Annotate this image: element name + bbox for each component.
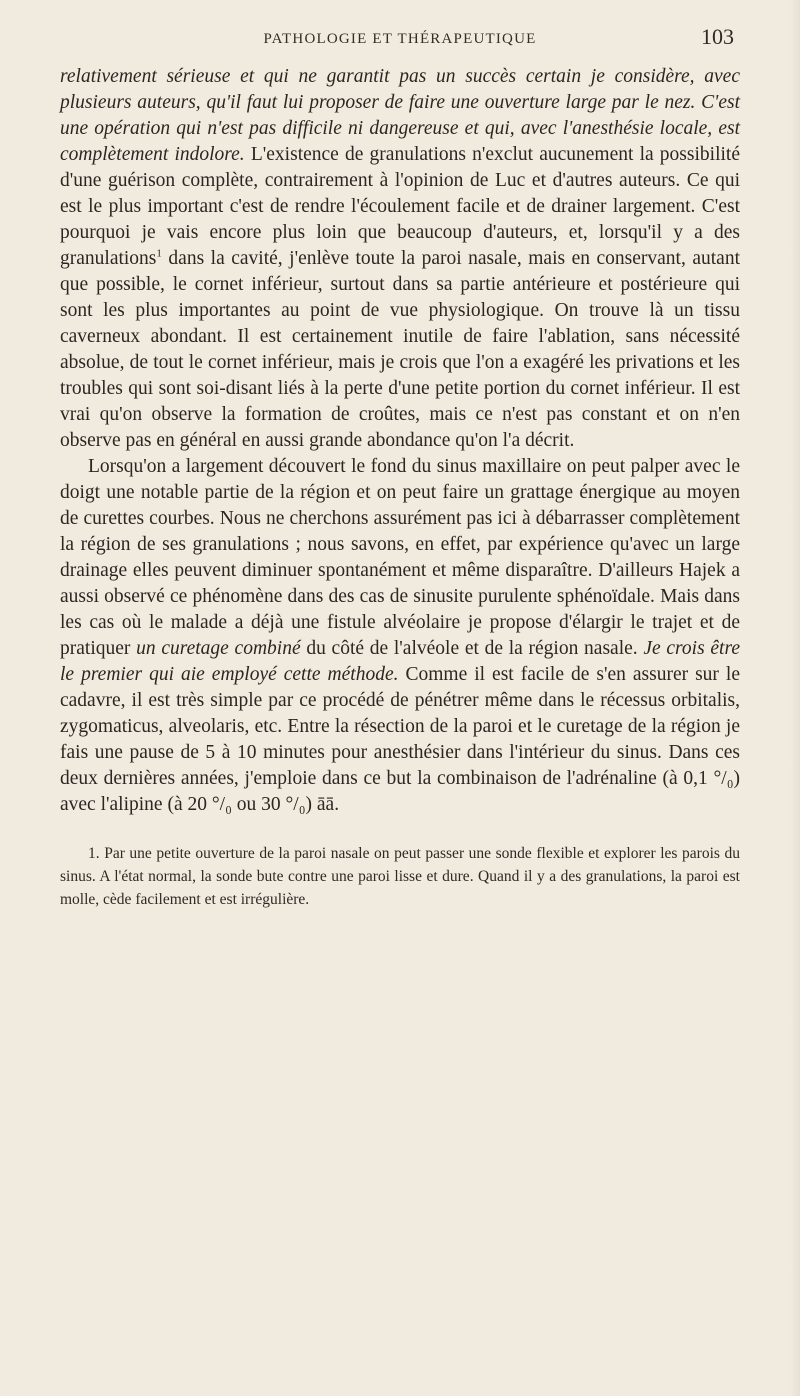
page-edge-shadow: [790, 0, 800, 1396]
italic-curetage: un curetage combiné: [136, 638, 301, 659]
book-page: [60, 18, 740, 911]
paragraph2-text-b: du côté de l'alvéole et de la région nasale.: [300, 638, 644, 659]
paragraph1-text-a: L'existence de granulations n'exclut aucunement la possibilité d'une guérison complète, contrairement à l'opinion de Luc et d'autres auteurs. Ce qui est le plus important c'est de rendre l'écoulement facile et de drainer largement. C'est pourquoi je vais encore plus loin que beaucoup d'auteurs, et, lorsqu'il y a des granulations: [60, 144, 740, 269]
footnote: [60, 842, 740, 911]
italic-intro: relativement sérieuse et qui ne garantit pas un succès certain je considère, avec plusieurs auteurs, qu'il faut lui proposer de faire une ouverture large par le nez. C'est une opération qui n'est pas difficile ni dangereuse et qui, avec l'anesthésie locale, est complètement indolore.: [60, 66, 740, 165]
paragraph2-text-a: Lorsqu'on a largement découvert le fond du sinus maxillaire on peut palper avec le doigt une notable partie de la région et on peut faire un grattage énergique au moyen de curettes courbes. Nous ne cherchons assurément pas ici à débarrasser complètement la région de ses granulations ; nous savons, en effet, par expérience qu'avec un large drainage elles peuvent diminuer spontanément et même disparaître. D'ailleurs Hajek a aussi observé ce phénomène dans des cas de sinusite purulente sphénoïdale. Mais dans les cas où le malade a déjà une fistule alvéolaire je propose d'élargir le trajet et de pratiquer: [60, 456, 740, 659]
page-number: 103: [701, 24, 734, 49]
footnote-text: 1. Par une petite ouverture de la paroi nasale on peut passer une sonde flexible et explorer les parois du sinus. A l'état normal, la sonde bute contre une paroi lisse et dure. Quand il y a des granulations, la paroi est molle, cède facilement et est irrégulière.: [60, 845, 740, 908]
italic-claim: Je crois être le premier qui aie employé cette méthode.: [60, 638, 740, 685]
paragraph2-text-c: Comme il est facile de s'en assurer sur le cadavre, il est très simple par ce procédé de pénétrer même dans le récessus orbitalis, zygomaticus, alveolaris, etc. Entre la résection de la paroi et le curetage de la région je fais une pause de 5 à 10 minutes pour anesthésier dans l'intérieur du sinus. Dans ces deux dernières années, j'emploie dans ce but la combinaison de l'adrénaline (à 0,1 °/₀) avec l'alipine (à 20 °/₀ ou 30 °/₀) āā.: [60, 664, 740, 815]
page-header: [60, 18, 740, 54]
main-text: [60, 64, 740, 818]
footnote-reference: 1: [156, 247, 162, 260]
paragraph-continuation: [60, 64, 740, 454]
paragraph1-text-b: dans la cavité, j'enlève toute la paroi nasale, mais en conservant, autant que possible, le cornet inférieur, surtout dans sa partie antérieure et postérieure qui sont les plus importantes au point de vue physiologique. On trouve là un tissu caverneux abondant. Il est certainement inutile de faire l'ablation, sans nécessité absolue, de tout le cornet inférieur, mais je crois que l'on a exagéré les privations et les troubles qui sont soi-disant liés à la perte d'une petite portion du cornet inférieur. Il est vrai qu'on observe la formation de croûtes, mais ce n'est pas constant et on n'en observe pas en général en aussi grande abondance qu'on l'a décrit.: [60, 248, 740, 451]
paragraph-curetage: [60, 454, 740, 818]
running-title: PATHOLOGIE ET THÉRAPEUTIQUE: [263, 31, 537, 47]
